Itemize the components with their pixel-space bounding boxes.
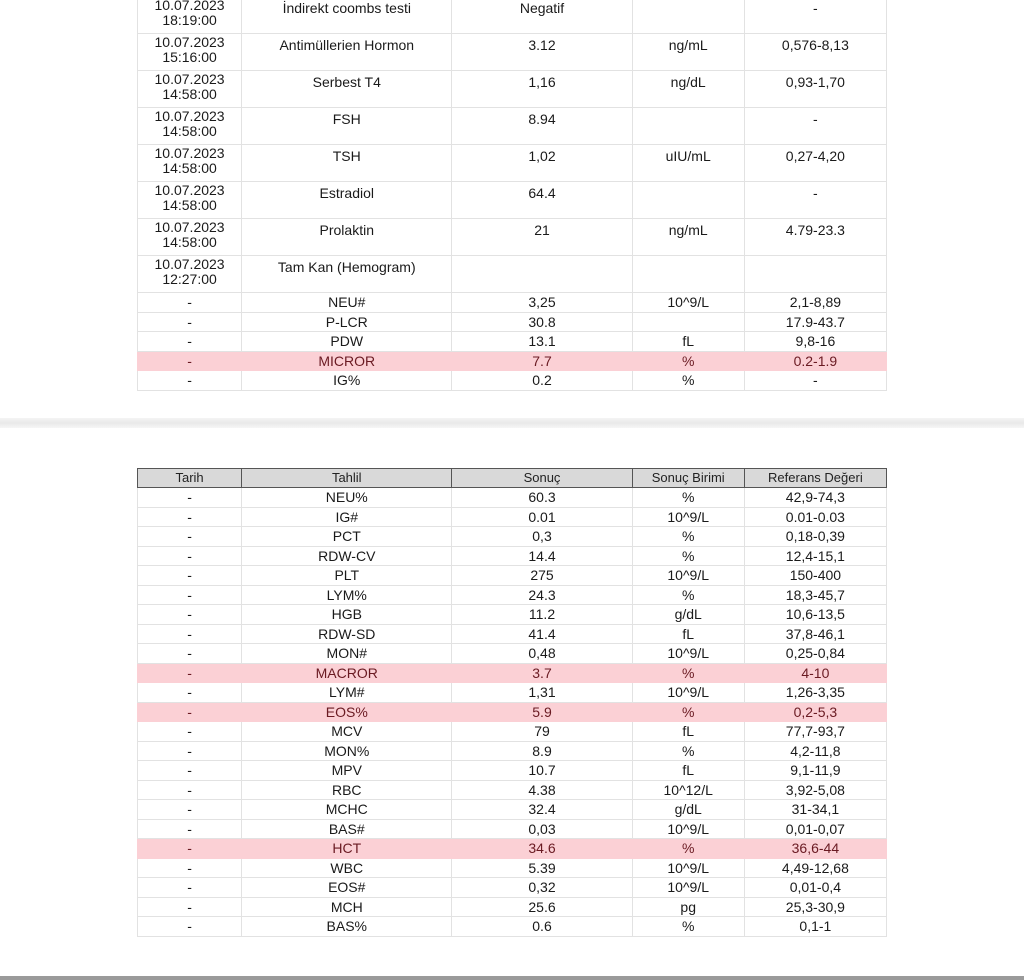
cell-reference: 9,1-11,9 — [744, 761, 886, 781]
lab-results-table-top — [137, 0, 887, 391]
cell-result: 4.38 — [452, 780, 632, 800]
time-text: 12:27:00 — [162, 271, 217, 287]
cell-result: 41.4 — [452, 624, 632, 644]
table-row-flagged — [138, 663, 887, 683]
cell-reference: 4,49-12,68 — [744, 858, 886, 878]
cell-unit: g/dL — [632, 800, 744, 820]
cell-date: - — [138, 566, 242, 586]
cell-reference: 0.01-0.03 — [744, 507, 886, 527]
cell-reference: 42,9-74,3 — [744, 488, 886, 508]
table-row — [138, 332, 887, 352]
cell-test: HCT — [242, 839, 452, 859]
cell-result: 0.6 — [452, 917, 632, 937]
cell-date: - — [138, 702, 242, 722]
table-row — [138, 819, 887, 839]
cell-unit: % — [632, 488, 744, 508]
cell-date — [138, 145, 242, 182]
cell-date: - — [138, 722, 242, 742]
cell-result: 32.4 — [452, 800, 632, 820]
cell-reference: 4.79-23.3 — [744, 219, 886, 256]
cell-result: 3,25 — [452, 293, 632, 313]
cell-reference: 0,2-5,3 — [744, 702, 886, 722]
table-row — [138, 108, 887, 145]
cell-reference: 31-34,1 — [744, 800, 886, 820]
cell-unit: fL — [632, 761, 744, 781]
cell-reference: 0,01-0,4 — [744, 878, 886, 898]
cell-test: Serbest T4 — [242, 71, 452, 108]
cell-date: - — [138, 858, 242, 878]
date-text: 10.07.2023 — [154, 34, 225, 50]
cell-unit: 10^9/L — [632, 878, 744, 898]
table-row — [138, 722, 887, 742]
cell-unit: 10^9/L — [632, 683, 744, 703]
header-unit: Sonuç Birimi — [632, 469, 744, 488]
cell-unit: 10^9/L — [632, 566, 744, 586]
table-row — [138, 800, 887, 820]
cell-date: - — [138, 897, 242, 917]
cell-date: - — [138, 878, 242, 898]
date-text: 10.07.2023 — [154, 182, 225, 198]
cell-result: 3.7 — [452, 663, 632, 683]
cell-test: PLT — [242, 566, 452, 586]
report-page-1 — [0, 0, 1024, 418]
cell-unit: % — [632, 585, 744, 605]
cell-test: NEU% — [242, 488, 452, 508]
table-row — [138, 624, 887, 644]
cell-test: LYM# — [242, 683, 452, 703]
cell-date — [138, 182, 242, 219]
cell-result: 0,48 — [452, 644, 632, 664]
table-row — [138, 917, 887, 937]
cell-date: - — [138, 585, 242, 605]
cell-unit: % — [632, 702, 744, 722]
table-row — [138, 605, 887, 625]
cell-date: - — [138, 683, 242, 703]
cell-date: - — [138, 605, 242, 625]
cell-test: MPV — [242, 761, 452, 781]
cell-unit — [632, 182, 744, 219]
cell-reference: - — [744, 182, 886, 219]
cell-unit: ng/dL — [632, 71, 744, 108]
cell-test: MCH — [242, 897, 452, 917]
cell-unit — [632, 0, 744, 34]
cell-test: Tam Kan (Hemogram) — [242, 256, 452, 293]
date-text: 10.07.2023 — [154, 145, 225, 161]
time-text: 14:58:00 — [162, 197, 217, 213]
cell-test: TSH — [242, 145, 452, 182]
cell-date: - — [138, 488, 242, 508]
cell-unit — [632, 256, 744, 293]
table-row — [138, 71, 887, 108]
date-text: 10.07.2023 — [154, 108, 225, 124]
cell-result: 14.4 — [452, 546, 632, 566]
cell-result: 64.4 — [452, 182, 632, 219]
cell-unit — [632, 108, 744, 145]
cell-date: - — [138, 917, 242, 937]
cell-result: 13.1 — [452, 332, 632, 352]
cell-date — [138, 351, 242, 371]
cell-date: - — [138, 761, 242, 781]
cell-unit: pg — [632, 897, 744, 917]
date-text: - — [187, 313, 192, 330]
cell-result: Negatif — [452, 0, 632, 34]
cell-result: 1,02 — [452, 145, 632, 182]
cell-reference: 4,2-11,8 — [744, 741, 886, 761]
table-row — [138, 644, 887, 664]
lab-results-table-bottom — [137, 468, 887, 937]
cell-reference: 77,7-93,7 — [744, 722, 886, 742]
header-date: Tarih — [138, 469, 242, 488]
cell-date — [138, 371, 242, 391]
cell-result: 8.94 — [452, 108, 632, 145]
cell-unit: % — [632, 371, 744, 391]
cell-date: - — [138, 839, 242, 859]
cell-test: HGB — [242, 605, 452, 625]
cell-result: 5.39 — [452, 858, 632, 878]
cell-date: - — [138, 507, 242, 527]
cell-unit: % — [632, 546, 744, 566]
cell-date — [138, 108, 242, 145]
cell-test: RDW-SD — [242, 624, 452, 644]
cell-result: 3.12 — [452, 34, 632, 71]
cell-test: RDW-CV — [242, 546, 452, 566]
cell-unit: 10^9/L — [632, 644, 744, 664]
cell-test: FSH — [242, 108, 452, 145]
cell-test: MCHC — [242, 800, 452, 820]
report-page-2 — [0, 428, 1024, 976]
table-row — [138, 145, 887, 182]
cell-reference: 0,25-0,84 — [744, 644, 886, 664]
cell-result: 5.9 — [452, 702, 632, 722]
cell-reference: 150-400 — [744, 566, 886, 586]
table-row — [138, 546, 887, 566]
table-header-row — [138, 469, 887, 488]
cell-reference: 10,6-13,5 — [744, 605, 886, 625]
cell-date: - — [138, 819, 242, 839]
cell-result: 0.2 — [452, 371, 632, 391]
cell-reference: 17.9-43.7 — [744, 312, 886, 332]
cell-unit: % — [632, 663, 744, 683]
cell-result: 24.3 — [452, 585, 632, 605]
cell-test: MACROR — [242, 663, 452, 683]
cell-reference: 36,6-44 — [744, 839, 886, 859]
cell-test: MCV — [242, 722, 452, 742]
cell-reference: 0,27-4,20 — [744, 145, 886, 182]
cell-test: BAS# — [242, 819, 452, 839]
cell-test: BAS% — [242, 917, 452, 937]
time-text: 14:58:00 — [162, 234, 217, 250]
cell-unit: 10^9/L — [632, 858, 744, 878]
time-text: 15:16:00 — [162, 49, 217, 65]
date-text: 10.07.2023 — [154, 71, 225, 87]
cell-reference: 0,576-8,13 — [744, 34, 886, 71]
cell-result: 8.9 — [452, 741, 632, 761]
cell-unit: % — [632, 741, 744, 761]
cell-test: MON% — [242, 741, 452, 761]
cell-date: - — [138, 800, 242, 820]
table-row — [138, 219, 887, 256]
cell-test: NEU# — [242, 293, 452, 313]
cell-test: Antimüllerien Hormon — [242, 34, 452, 71]
cell-reference: 2,1-8,89 — [744, 293, 886, 313]
cell-unit: % — [632, 527, 744, 547]
cell-result: 60.3 — [452, 488, 632, 508]
cell-date — [138, 71, 242, 108]
cell-test: Prolaktin — [242, 219, 452, 256]
table-row — [138, 488, 887, 508]
table-row — [138, 371, 887, 391]
cell-test: MICROR — [242, 351, 452, 371]
date-text: - — [187, 352, 192, 369]
cell-date: - — [138, 663, 242, 683]
cell-date: - — [138, 741, 242, 761]
table-row-flagged — [138, 351, 887, 371]
table-row — [138, 527, 887, 547]
cell-result: 30.8 — [452, 312, 632, 332]
cell-date: - — [138, 780, 242, 800]
cell-reference: 12,4-15,1 — [744, 546, 886, 566]
cell-result: 7.7 — [452, 351, 632, 371]
cell-unit: 10^9/L — [632, 293, 744, 313]
cell-unit: fL — [632, 624, 744, 644]
cell-test: PDW — [242, 332, 452, 352]
cell-reference: 37,8-46,1 — [744, 624, 886, 644]
cell-result: 34.6 — [452, 839, 632, 859]
cell-reference — [744, 256, 886, 293]
cell-date: - — [138, 644, 242, 664]
cell-test: İndirekt coombs testi — [242, 0, 452, 34]
header-reference: Referans Değeri — [744, 469, 886, 488]
cell-date — [138, 219, 242, 256]
cell-reference: 18,3-45,7 — [744, 585, 886, 605]
table-row — [138, 683, 887, 703]
cell-result: 0,3 — [452, 527, 632, 547]
cell-result: 25.6 — [452, 897, 632, 917]
cell-result: 1,31 — [452, 683, 632, 703]
date-text: 10.07.2023 — [154, 0, 225, 13]
cell-date: - — [138, 527, 242, 547]
cell-reference: - — [744, 371, 886, 391]
cell-test: IG# — [242, 507, 452, 527]
cell-reference: 0,18-0,39 — [744, 527, 886, 547]
cell-result: 10.7 — [452, 761, 632, 781]
cell-reference: 0,01-0,07 — [744, 819, 886, 839]
date-text: 10.07.2023 — [154, 219, 225, 235]
cell-date: - — [138, 624, 242, 644]
header-result: Sonuç — [452, 469, 632, 488]
date-text: 10.07.2023 — [154, 256, 225, 272]
cell-unit: % — [632, 917, 744, 937]
cell-result: 275 — [452, 566, 632, 586]
cell-reference: 25,3-30,9 — [744, 897, 886, 917]
cell-result: 0.01 — [452, 507, 632, 527]
date-text: - — [187, 294, 192, 310]
cell-test: PCT — [242, 527, 452, 547]
table-row — [138, 0, 887, 34]
time-text: 14:58:00 — [162, 86, 217, 102]
cell-date — [138, 293, 242, 313]
time-text: 14:58:00 — [162, 160, 217, 176]
cell-reference: - — [744, 0, 886, 34]
cell-date — [138, 34, 242, 71]
table-row — [138, 507, 887, 527]
cell-unit: fL — [632, 332, 744, 352]
time-text: 18:19:00 — [162, 12, 217, 28]
cell-reference: 4-10 — [744, 663, 886, 683]
cell-test: LYM% — [242, 585, 452, 605]
cell-date: - — [138, 546, 242, 566]
cell-unit: % — [632, 351, 744, 371]
table-row — [138, 780, 887, 800]
cell-test: P-LCR — [242, 312, 452, 332]
table-row — [138, 566, 887, 586]
cell-reference: - — [744, 108, 886, 145]
cell-unit: ng/mL — [632, 34, 744, 71]
cell-test: Estradiol — [242, 182, 452, 219]
date-text: - — [187, 333, 192, 349]
page-separator — [0, 418, 1024, 428]
cell-unit — [632, 312, 744, 332]
cell-result: 0,32 — [452, 878, 632, 898]
cell-date — [138, 256, 242, 293]
table-row — [138, 897, 887, 917]
cell-result: 0,03 — [452, 819, 632, 839]
cell-date — [138, 312, 242, 332]
table-row — [138, 741, 887, 761]
cell-reference: 9,8-16 — [744, 332, 886, 352]
cell-unit: 10^12/L — [632, 780, 744, 800]
table-row — [138, 34, 887, 71]
cell-reference: 3,92-5,08 — [744, 780, 886, 800]
table-row — [138, 182, 887, 219]
cell-test: MON# — [242, 644, 452, 664]
cell-result: 21 — [452, 219, 632, 256]
cell-unit: % — [632, 839, 744, 859]
cell-result: 1,16 — [452, 71, 632, 108]
cell-unit: g/dL — [632, 605, 744, 625]
table-row — [138, 293, 887, 313]
cell-unit: ng/mL — [632, 219, 744, 256]
table-row — [138, 585, 887, 605]
cell-result: 11.2 — [452, 605, 632, 625]
table-row — [138, 256, 887, 293]
cell-reference: 0,1-1 — [744, 917, 886, 937]
table-row — [138, 858, 887, 878]
cell-test: EOS# — [242, 878, 452, 898]
table-row — [138, 312, 887, 332]
header-test: Tahlil — [242, 469, 452, 488]
table-row — [138, 761, 887, 781]
cell-test: RBC — [242, 780, 452, 800]
date-text: - — [187, 372, 192, 388]
cell-unit: 10^9/L — [632, 819, 744, 839]
cell-reference: 1,26-3,35 — [744, 683, 886, 703]
cell-result: 79 — [452, 722, 632, 742]
cell-test: WBC — [242, 858, 452, 878]
table-row — [138, 878, 887, 898]
cell-test: EOS% — [242, 702, 452, 722]
cell-unit: uIU/mL — [632, 145, 744, 182]
table-row-flagged — [138, 839, 887, 859]
cell-unit: 10^9/L — [632, 507, 744, 527]
bottom-edge — [0, 976, 1024, 980]
cell-reference: 0.2-1.9 — [744, 351, 886, 371]
cell-unit: fL — [632, 722, 744, 742]
cell-reference: 0,93-1,70 — [744, 71, 886, 108]
cell-date — [138, 0, 242, 34]
time-text: 14:58:00 — [162, 123, 217, 139]
cell-result — [452, 256, 632, 293]
cell-test: IG% — [242, 371, 452, 391]
table-row-flagged — [138, 702, 887, 722]
cell-date — [138, 332, 242, 352]
